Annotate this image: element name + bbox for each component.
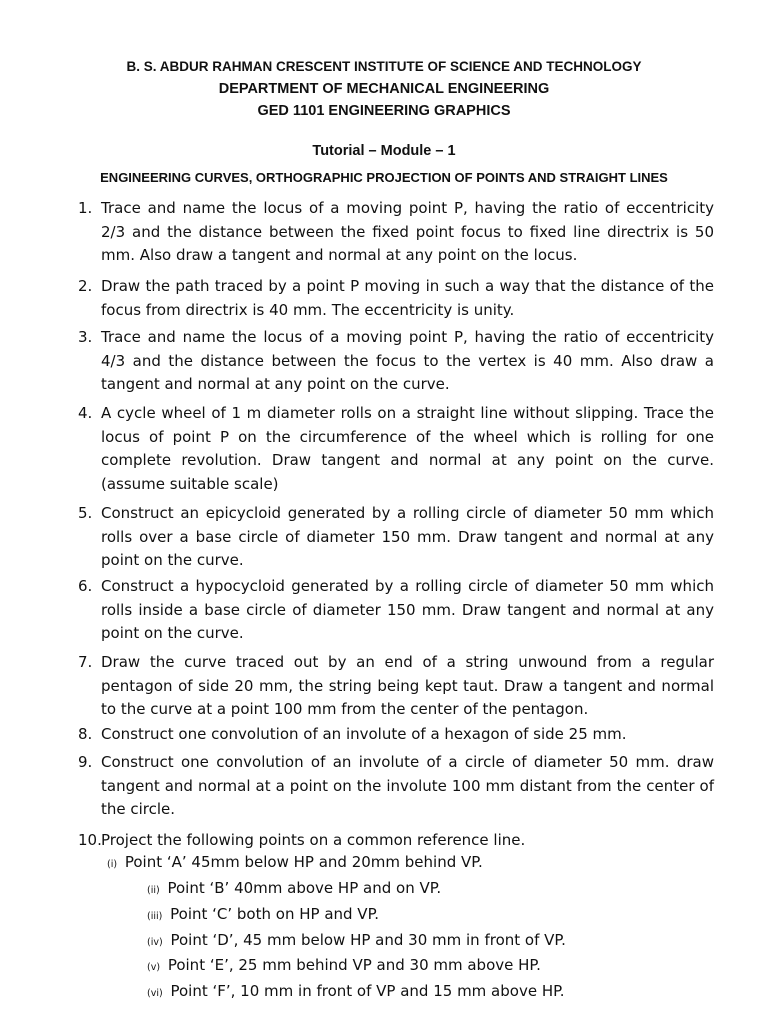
sub-item-numeral: (ii): [147, 885, 160, 896]
question-text: Construct one convolution of an involute of a hexagon of side 25 mm.: [101, 725, 627, 743]
department-name: DEPARTMENT OF MECHANICAL ENGINEERING: [218, 81, 550, 97]
question-text: Construct a hypocycloid generated by a rolling circle of diameter 50 mm which rolls inside a base circle of diameter 150 mm. Draw tangent and normal at any point on the curve.: [101, 577, 714, 643]
sub-item-text: Point ‘B’ 40mm above HP and on VP.: [167, 879, 442, 897]
question-9: [78, 751, 714, 822]
sub-item-text: Point ‘F’, 10 mm in front of VP and 15 mm above HP.: [170, 982, 565, 1000]
question-number: 9.: [78, 753, 93, 771]
sub-item-numeral: (v): [147, 962, 161, 973]
question-2: [78, 275, 714, 322]
question-5: [78, 502, 714, 573]
question-10: [78, 829, 714, 853]
question-text: Project the following points on a common reference line.: [101, 831, 526, 849]
sub-item-text: Point ‘D’, 45 mm below HP and 30 mm in front of VP.: [170, 931, 566, 949]
sub-item-text: Point ‘E’, 25 mm behind VP and 30 mm above HP.: [167, 956, 541, 974]
sub-item-ii: [147, 878, 441, 901]
question-8: [78, 723, 714, 747]
sub-item-numeral: (iii): [147, 911, 163, 922]
sub-item-text: Point ‘C’ both on HP and VP.: [170, 905, 380, 923]
question-number: 1.: [78, 199, 93, 217]
question-text: Draw the path traced by a point P moving in such a way that the distance of the focus from directrix is 40 mm. The eccentricity is unity.: [101, 277, 714, 319]
sub-item-numeral: (iv): [147, 937, 163, 948]
sub-item-i: [107, 852, 483, 875]
question-number: 10.: [78, 831, 102, 849]
sub-item-iv: [147, 930, 566, 953]
question-number: 4.: [78, 404, 93, 422]
question-number: 8.: [78, 725, 93, 743]
question-number: 3.: [78, 328, 93, 346]
question-text: Trace and name the locus of a moving point P, having the ratio of eccentricity 4/3 and the distance between the focus to the vertex is 40 mm. Also draw a tangent and normal at any point on the curve.: [101, 328, 714, 394]
sub-item-text: Point ‘A’ 45mm below HP and 20mm behind VP.: [124, 853, 483, 871]
sub-item-numeral: (vi): [147, 988, 163, 999]
question-text: Draw the curve traced out by an end of a string unwound from a regular pentagon of side 20 mm, the string being kept taut. Draw a tangent and normal to the curve at a point 100 mm from the center of the pentagon.: [101, 653, 714, 719]
question-text: Trace and name the locus of a moving point P, having the ratio of eccentricity 2/3 and the distance between the fixed point focus to fixed line directrix is 50 mm. Also draw a tangent and normal at any point on the locus.: [101, 199, 714, 265]
question-number: 7.: [78, 653, 93, 671]
sub-item-vi: [147, 981, 565, 1004]
question-text: A cycle wheel of 1 m diameter rolls on a straight line without slipping. Trace the locus of point P on the circumference of the wheel which is rolling for one complete revolution. Draw tangent and normal at any point on the curve. (assume suitable scale): [101, 404, 714, 493]
sub-item-numeral: (i): [107, 859, 118, 870]
question-7: [78, 651, 714, 722]
sub-item-v: [147, 955, 541, 978]
topic-title: ENGINEERING CURVES, ORTHOGRAPHIC PROJECTION OF POINTS AND STRAIGHT LINES: [100, 170, 668, 185]
tutorial-title: Tutorial – Module – 1: [312, 143, 456, 159]
sub-item-iii: [147, 904, 379, 927]
question-number: 2.: [78, 277, 93, 295]
question-1: [78, 197, 714, 268]
course-title: GED 1101 ENGINEERING GRAPHICS: [257, 103, 511, 119]
question-number: 6.: [78, 577, 93, 595]
question-number: 5.: [78, 504, 93, 522]
question-text: Construct an epicycloid generated by a rolling circle of diameter 50 mm which rolls over a base circle of diameter 150 mm. Draw tangent and normal at any point on the curve.: [101, 504, 714, 570]
question-text: Construct one convolution of an involute of a circle of diameter 50 mm. draw tangent and normal at a point on the involute 100 mm distant from the center of the circle.: [101, 753, 714, 819]
question-4: [78, 402, 714, 496]
question-6: [78, 575, 714, 646]
institute-name: B. S. ABDUR RAHMAN CRESCENT INSTITUTE OF SCIENCE AND TECHNOLOGY: [126, 59, 642, 74]
question-3: [78, 326, 714, 397]
